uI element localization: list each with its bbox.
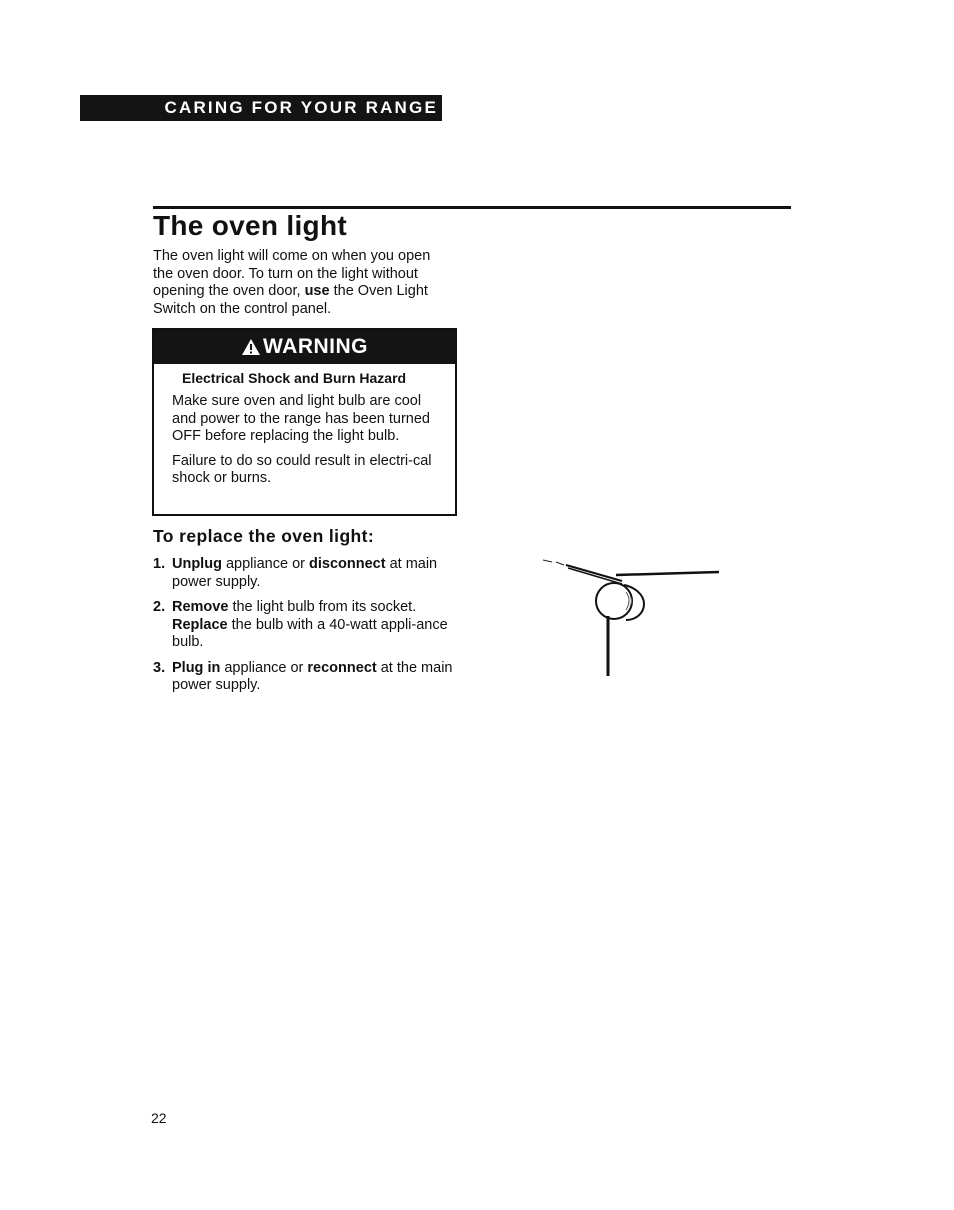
warning-triangle-icon <box>241 338 261 356</box>
intro-line: Switch on the control panel. <box>153 300 332 317</box>
step-number: 2. <box>153 599 166 615</box>
step-action: Remove <box>172 599 229 615</box>
step-text: the bulb with a 40-watt appli-ance bulb. <box>172 616 448 650</box>
light-bulb-socket-icon <box>538 548 723 680</box>
title-rule <box>153 206 791 209</box>
intro-emphasis: use <box>304 283 330 299</box>
step-action: Replace <box>172 616 228 633</box>
step-number: 3. <box>153 659 166 676</box>
list-item <box>153 599 463 652</box>
warning-box <box>152 328 457 516</box>
procedure-heading: To replace the oven light: <box>153 526 375 546</box>
warning-paragraph: Make sure oven and light bulb are cool and power to the range has been turned OFF before replacing the light bulb. <box>172 393 430 444</box>
step-action: Unplug <box>172 556 222 572</box>
step-text: the light bulb from its socket. <box>228 599 417 615</box>
section-banner <box>80 95 442 121</box>
intro-line: the oven door. To turn on the light without <box>153 265 418 282</box>
warning-hazard-title: Electrical Shock and Burn Hazard <box>182 370 407 386</box>
section-title: CARING FOR YOUR RANGE <box>164 98 438 117</box>
procedure-steps <box>153 556 463 703</box>
step-text: at main power supply. <box>172 556 438 590</box>
intro-line: The oven light will come on when you open <box>153 248 431 264</box>
warning-label: WARNING <box>263 335 368 358</box>
intro-paragraph <box>153 248 458 318</box>
intro-line: the Oven Light <box>329 283 428 299</box>
step-text: appliance or <box>221 556 309 572</box>
warning-header <box>154 330 455 364</box>
list-item <box>153 660 463 695</box>
page-title: The oven light <box>153 210 347 241</box>
step-action: disconnect <box>309 556 386 572</box>
step-text: appliance or <box>220 659 308 676</box>
step-action: Plug in <box>172 659 221 676</box>
warning-paragraph: Failure to do so could result in electri-cal shock or burns. <box>172 452 432 486</box>
list-item <box>153 556 463 591</box>
intro-line: opening the oven door, <box>153 283 305 299</box>
step-text: at the main power supply. <box>172 659 453 693</box>
page-number: 22 <box>151 1110 167 1126</box>
step-number: 1. <box>153 556 166 572</box>
step-action: reconnect <box>307 659 377 676</box>
